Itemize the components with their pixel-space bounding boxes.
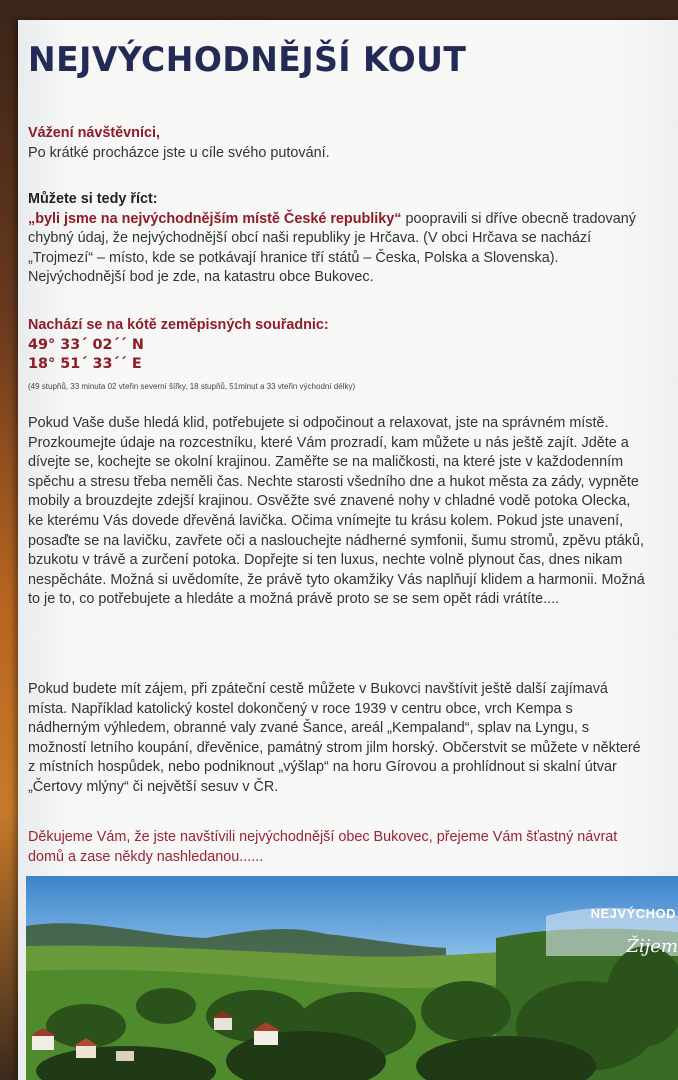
landscape-photo xyxy=(26,876,678,1080)
thanks-paragraph: Děkujeme Vám, že jste navštívili nejvýchodnější obec Bukovec, přejeme Vám šťastný návrat domů a zase někdy nashledanou...... xyxy=(28,829,618,865)
board-title: NEJVÝCHODNĚJŠÍ KOUT xyxy=(28,40,467,80)
say-block xyxy=(28,190,648,288)
places-paragraph: Pokud budete mít zájem, při zpáteční cestě můžete v Bukovci navštívit ještě další zajímavá místa. Například katolický kostel dokončený v roce 1939 v centru obce, vrch Kempa s nádherným výhledem, obranné valy zvané Šance, areál „Kempaland“, splav na Lyngu, s možností letního koupání, dřevěnice, památný strom jilm horský. Občerstvit se můžete v některé z místních hospůdek, nebo podniknout „výšlap“ na horu Gírovou a prohlídnout si skalní útvar „Čertovy mlýny“ či největší sesuv v ČR. xyxy=(28,681,641,795)
greeting: Vážení návštěvníci, xyxy=(28,125,160,141)
relax-paragraph: Pokud Vaše duše hledá klid, potřebujete si odpočinout a relaxovat, jste na správném místě. Prozkoumejte údaje na rozcestníku, které Vám prozradí, kam můžete u nás ještě zajít. Jděte a dívejte se, kochejte se okolní krajinou. Zaměřte se na maličkosti, na které jste v každodenním spěchu a stresu třeba neměli čas. Nechte starosti všedního dne a hukot města za zády, vypněte mobily a brouzdejte zdejší krajinou. Osvěžte své znavené nohy v chladné vodě potoka Olecka, ke kterému Vás dovede dřevěná lavička. Očima vnímejte tu krásu kolem. Pokud jste unavení, posaďte se na lavičku, zavřete oči a naslouchejte nádherné symfonii, šumu stromů, zpěvu ptáků, bzukotu v trávě a zurčení potoka. Dopřejte si ten luxus, nechte volně plynout čas, dnes nikam nespěcháte. Možná si uvědomíte, že právě tyto okamžiky Vás naplňují klidem a harmonii. Možná to je to, co potřebujete a hledáte a možná právě proto se se sem opět rádi vrátíte.... xyxy=(28,415,645,608)
quote-paragraph xyxy=(28,210,648,288)
photo-caption-title: NEJVÝCHOD xyxy=(590,906,676,921)
coordinate-east: 18° 51´ 33´´ E xyxy=(28,356,142,373)
say-label: Můžete si tedy říct: xyxy=(28,191,158,207)
coordinates-block xyxy=(28,316,648,375)
photo-caption-script: Žijem xyxy=(626,936,678,957)
coordinate-north: 49° 33´ 02´´ N xyxy=(28,336,144,353)
greeting-block xyxy=(28,124,648,163)
quote-rest: poopravili si dříve obecně tradovaný chybný údaj, že nejvýchodnější obcí naši republiky je Hrčava. (V obci Hrčava se nachází „Trojmezí“ – místo, kde se potkávají hranice tří států – Česka, Polska a Slovenska). Nejvýchodnější bod je zde, na katastru obce Bukovec. xyxy=(28,210,636,286)
coordinates-label: Nachází se na kótě zeměpisných souřadnic: xyxy=(28,317,329,333)
coordinates-note: (49 stupňů, 33 minuta 02 vteřin severní šířky, 18 stupňů, 51minut a 33 vteřin východní délky) xyxy=(28,382,356,391)
intro-text: Po krátké procházce jste u cíle svého putování. xyxy=(28,144,330,161)
quote: „byli jsme na nejvýchodnějším místě České republiky“ xyxy=(28,210,402,227)
landscape-illustration xyxy=(26,876,678,1080)
